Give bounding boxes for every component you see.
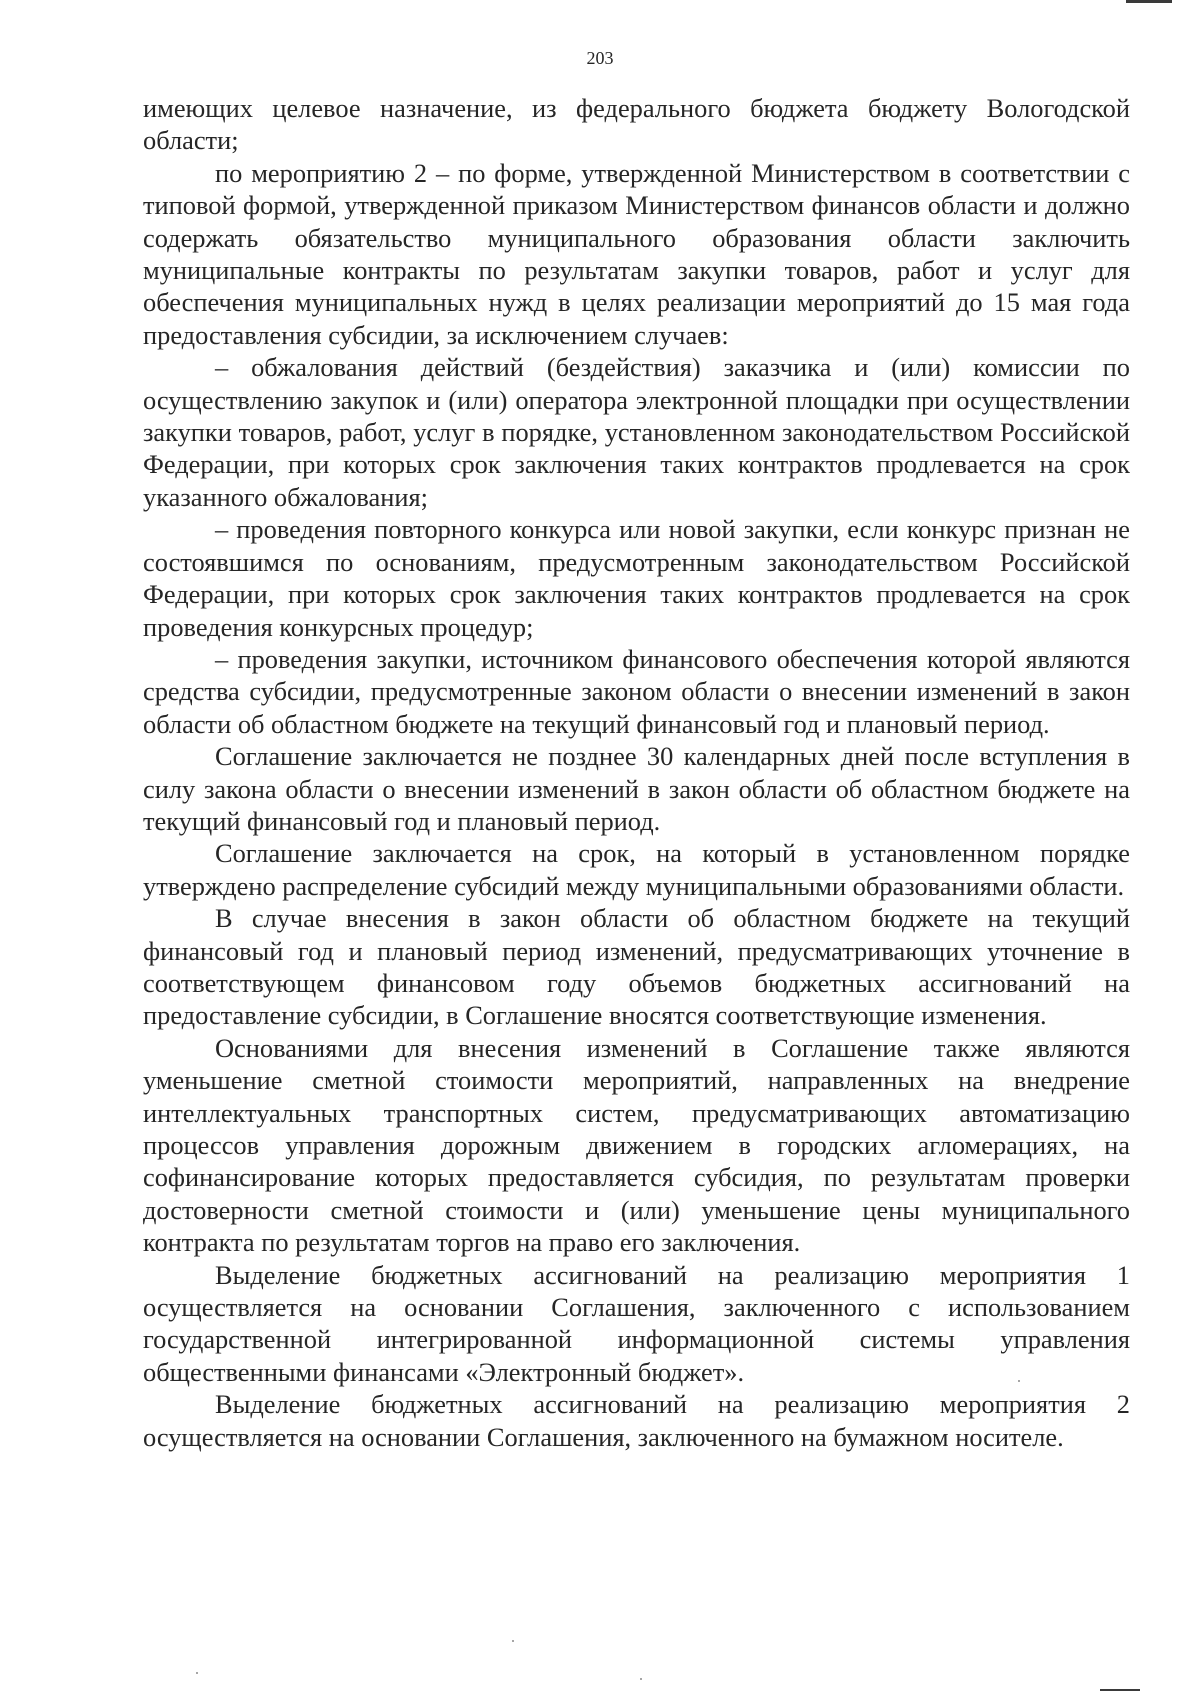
paragraph-continuation: имеющих целевое назначение, из федерального бюджета бюджету Вологодской области; bbox=[143, 93, 1130, 156]
paragraph-exception-appeal: – обжалования действий (бездействия) заказчика и (или) комиссии по осуществлению закупок и (или) оператора электронной площадки при осуществлении закупки товаров, работ, услуг в порядке, установленном законодательством Российской Федерации, при которых срок заключения таких контрактов продлевается на срок указанного обжалования; bbox=[143, 352, 1130, 512]
document-body bbox=[143, 92, 1130, 1453]
paragraph-agreement-term: Соглашение заключается на срок, на который в установленном порядке утверждено распределение субсидий между муниципальными образованиями области. bbox=[143, 838, 1130, 901]
scan-edge-mark bbox=[1100, 1689, 1140, 1691]
scan-speck bbox=[196, 1672, 198, 1674]
paragraph-allocation-event-2: Выделение бюджетных ассигнований на реализацию мероприятия 2 осуществляется на основании Соглашения, заключенного на бумажном носителе. bbox=[143, 1389, 1130, 1452]
paragraph-agreement-deadline: Соглашение заключается не позднее 30 календарных дней после вступления в силу закона области о внесении изменений в закон области об областном бюджете на текущий финансовый год и плановый период. bbox=[143, 741, 1130, 836]
scan-speck bbox=[512, 1640, 514, 1642]
scan-edge-mark bbox=[1126, 0, 1172, 3]
paragraph-exception-repeat-tender: – проведения повторного конкурса или новой закупки, если конкурс признан не состоявшимся по основаниям, предусмотренным законодательством Российской Федерации, при которых срок заключения таких контрактов продлевается на срок проведения конкурсных процедур; bbox=[143, 514, 1130, 642]
page-number: 203 bbox=[586, 48, 614, 68]
paragraph-allocation-event-1: Выделение бюджетных ассигнований на реализацию мероприятия 1 осуществляется на основании Соглашения, заключенного с использованием государственной интегрированной информационной системы управления общественными финансами «Электронный бюджет». bbox=[143, 1259, 1130, 1387]
paragraph-grounds-for-changes: Основаниями для внесения изменений в Соглашение также являются уменьшение сметной стоимости мероприятий, направленных на внедрение интеллектуальных транспортных систем, предусматривающих автоматизацию процессов управления дорожным движением в городских агломерациях, на софинансирование которых предоставляется субсидия, по результатам проверки достоверности сметной стоимости и (или) уменьшение цены муниципального контракта по результатам торгов на право его заключения. bbox=[143, 1032, 1130, 1258]
scan-speck bbox=[1018, 1380, 1020, 1382]
paragraph-event-2-form: по мероприятию 2 – по форме, утвержденной Министерством в соответствии с типовой формой, утвержденной приказом Министерством финансов области и должно содержать обязательство муниципального образования области заключить муниципальные контракты по результатам закупки товаров, работ и услуг для обеспечения муниципальных нужд в целях реализации мероприятий до 15 мая года предоставления субсидии, за исключением случаев: bbox=[143, 157, 1130, 350]
paragraph-exception-procurement: – проведения закупки, источником финансового обеспечения которой являются средства субсидии, предусмотренные законом области о внесении изменений в закон области об областном бюджете на текущий финансовый год и плановый период. bbox=[143, 643, 1130, 739]
paragraph-budget-changes: В случае внесения в закон области об областном бюджете на текущий финансовый год и плановый период изменений, предусматривающих уточнение в соответствующем финансовом году объемов бюджетных ассигнований на предоставление субсидии, в Соглашение вносятся соответствующие изменения. bbox=[143, 903, 1130, 1031]
scan-speck bbox=[640, 1678, 642, 1680]
